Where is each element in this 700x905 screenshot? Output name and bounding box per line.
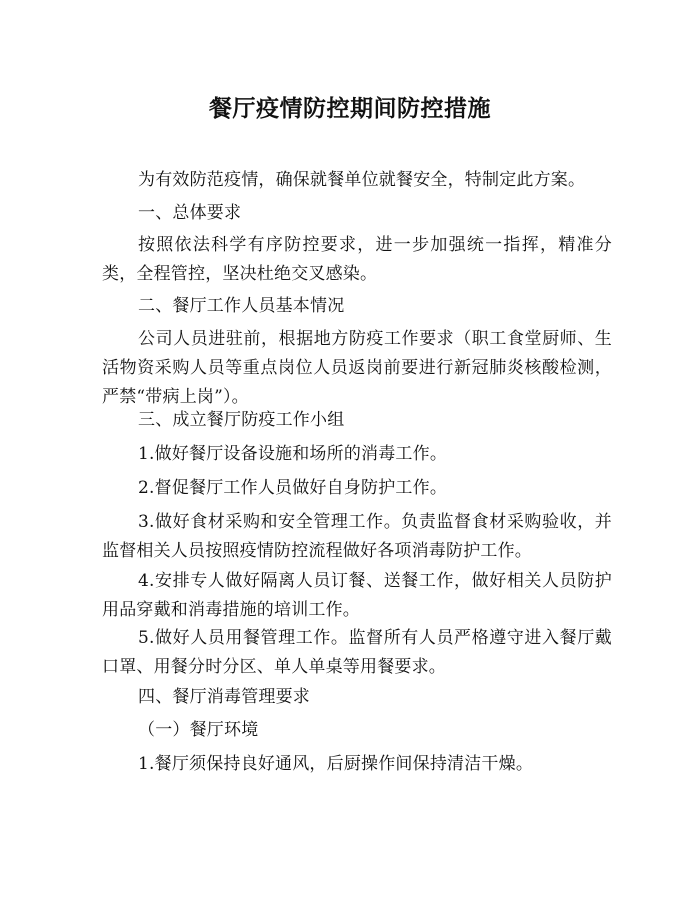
section-3-item-1: 1.做好餐厅设备设施和场所的消毒工作。 — [138, 444, 448, 464]
section-3-item-2: 2.督促餐厅工作人员做好自身防护工作。 — [138, 478, 448, 498]
section-1-paragraph: 按照依法科学有序防控要求，进一步加强统一指挥，精准分类，全程管控，坚决杜绝交叉感染。 — [102, 235, 612, 284]
section-3-heading: 三、成立餐厅防疫工作小组 — [138, 410, 345, 430]
section-4-item-1: 1.餐厅须保持良好通风，后厨操作间保持清洁干燥。 — [138, 754, 534, 774]
section-2-heading: 二、餐厅工作人员基本情况 — [138, 296, 345, 316]
section-2-paragraph: 公司人员进驻前，根据地方防疫工作要求（职工食堂厨师、生活物资采购人员等重点岗位人员返岗前要进行新冠肺炎核酸检测，严禁“带病上岗”）。 — [102, 329, 612, 407]
section-4-heading: 四、餐厅消毒管理要求 — [138, 687, 310, 707]
section-4-sub-heading: （一）餐厅环境 — [138, 720, 259, 740]
section-3-item-3: 3.做好食材采购和安全管理工作。负责监督食材采购验收，并监督相关人员按照疫情防控流程做好各项消毒防护工作。 — [102, 512, 612, 561]
intro-paragraph: 为有效防范疫情，确保就餐单位就餐安全，特制定此方案。 — [138, 170, 586, 190]
section-3-item-5: 5.做好人员用餐管理工作。监督所有人员严格遵守进入餐厅戴口罩、用餐分时分区、单人单桌等用餐要求。 — [102, 628, 612, 677]
section-3-item-4: 4.安排专人做好隔离人员订餐、送餐工作，做好相关人员防护用品穿戴和消毒措施的培训工作。 — [102, 571, 612, 620]
document-title: 餐厅疫情防控期间防控措施 — [209, 95, 491, 122]
section-1-heading: 一、总体要求 — [138, 203, 242, 223]
